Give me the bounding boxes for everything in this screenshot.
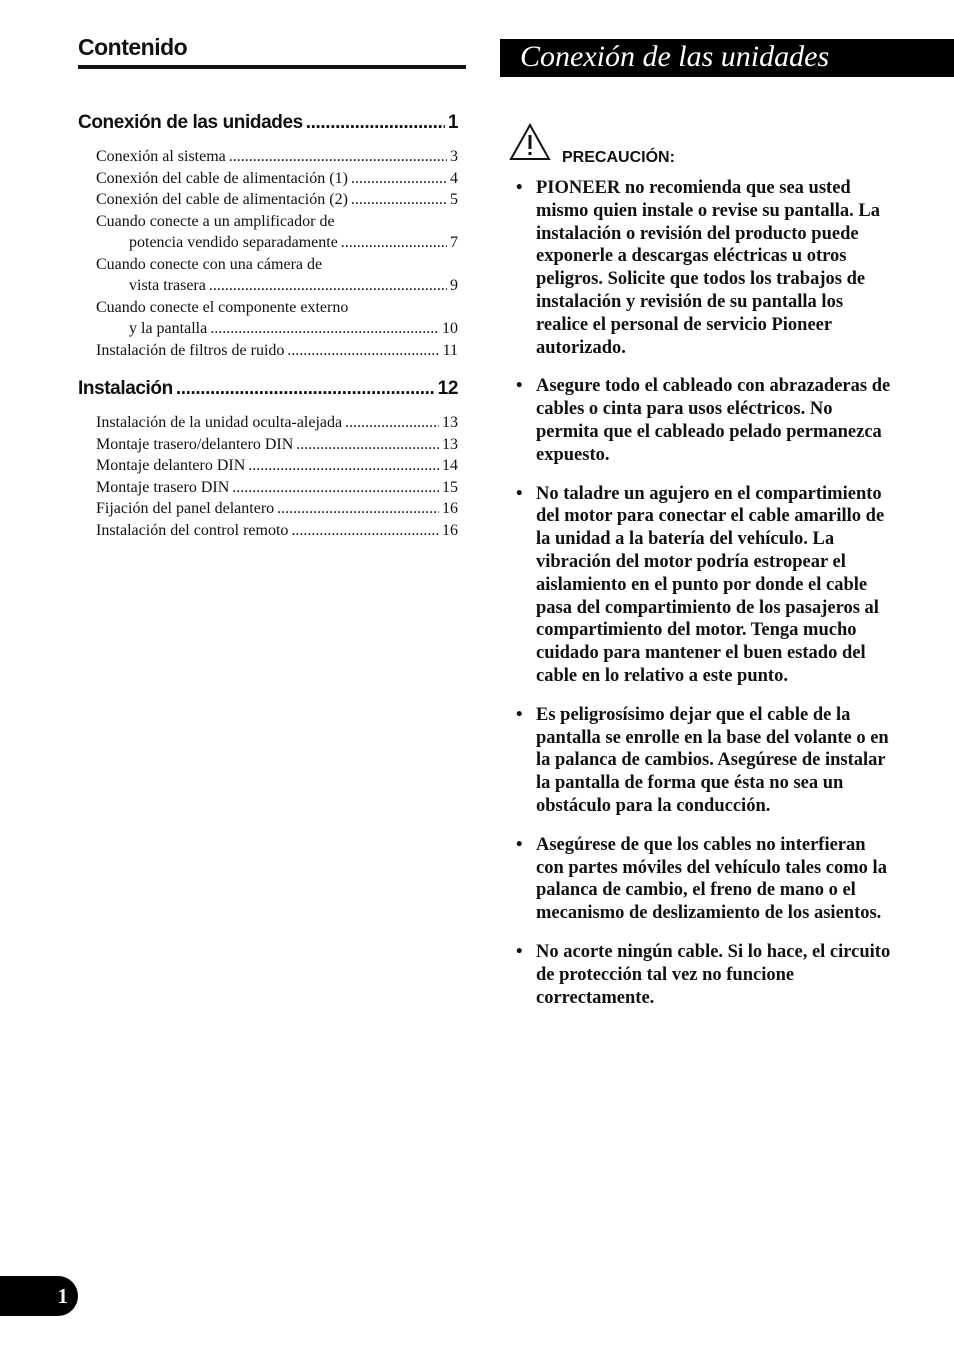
toc-entry-text: Montaje trasero DIN [96,478,230,496]
toc-leader-dots [306,112,445,134]
caution-item [516,941,896,1009]
toc-entry-page: 7 [450,234,458,251]
toc-entry[interactable] [96,189,458,211]
toc-leader-dots [341,232,447,254]
toc-entry[interactable] [96,146,458,168]
banner-title: Conexión de las unidades [520,40,830,73]
toc-section-page: 12 [437,378,458,399]
toc-entry-text: y la pantalla [129,320,208,337]
toc-entry-page: 11 [442,341,458,359]
toc-entry-text: Conexión al sistema [96,148,226,165]
caution-list [516,177,896,1025]
toc-leader-dots [277,498,439,520]
toc-entry-text: Conexión del cable de alimentación (2) [96,191,348,208]
toc-entry-text: Instalación del control remoto [96,521,289,539]
toc-entry-text: Montaje delantero DIN [96,457,246,474]
section-banner [500,39,954,77]
toc-section-title: Conexión de las unidades [78,112,303,133]
caution-item-text: Es peligrosísimo dejar que el cable de la pantalla se enrolle en la base del volante o en la palanca de cambios. Asegúrese de instalar la pantalla de forma que ésta no sea un obstáculo para la conducción. [536,704,889,816]
toc-entry [96,211,458,233]
bullet-marker: • [516,704,523,725]
contents-divider [78,65,466,69]
bullet-marker: • [516,834,523,855]
toc-entry-page: 4 [450,169,458,187]
toc-entry[interactable] [96,412,458,434]
caution-item-text: PIONEER no recomienda que sea usted mismo quien instale o revise su pantalla. La instalación o revisión del producto puede exponerle a descargas eléctricas u otros peligros. Solicite que todos los trabajos de instalación y revisión de su pantalla los realice el personal de servicio Pioneer autorizado. [536,178,881,358]
toc-entry[interactable] [96,232,458,254]
toc-entry-text: Instalación de la unidad oculta-alejada [96,414,343,431]
toc-section-instalacion [78,378,458,541]
toc-entry-text: Fijación del panel delantero [96,500,275,517]
toc-entry-list [96,146,458,361]
caution-item-text: Asegúrese de que los cables no interfieran con partes móviles del vehículo tales como la palanca de cambio, el freno de mano o el mecanismo de deslizamiento de los asientos. [536,834,887,924]
toc-entry-text: potencia vendido separadamente [129,234,338,251]
toc-entry-text: Cuando conecte a un amplificador de [96,212,335,230]
toc-entry-page: 16 [442,500,458,517]
toc-leader-dots [351,189,447,211]
warning-triangle-icon [508,122,552,162]
bullet-marker: • [516,941,523,962]
toc-entry[interactable] [96,168,458,190]
toc-section-page: 1 [447,112,458,133]
toc-entry[interactable] [96,318,458,340]
toc-leader-dots [209,275,447,297]
caution-item [516,375,896,466]
toc-leader-dots [345,412,439,434]
toc-section-heading[interactable] [78,112,458,138]
contents-header [78,28,466,69]
toc-entry-list [96,412,458,541]
toc-entry-page: 3 [450,148,458,165]
toc-entry[interactable] [96,340,458,362]
caution-label: PRECAUCIÓN: [562,149,675,166]
toc-entry-text: Instalación de filtros de ruido [96,341,285,359]
toc-entry[interactable] [96,275,458,297]
toc-entry[interactable] [96,498,458,520]
toc-entry[interactable] [96,434,458,456]
page-number: 1 [57,1284,68,1308]
toc-leader-dots [287,340,439,362]
toc-entry-page: 10 [442,320,458,337]
caution-item-text: No acorte ningún cable. Si lo hace, el circuito de protección tal vez no funcione correctamente. [536,941,891,1008]
toc-entry-text: Montaje trasero/delantero DIN [96,435,294,453]
bullet-marker: • [516,483,523,504]
toc-leader-dots [291,520,439,542]
caution-item [516,834,896,925]
toc-entry-page: 13 [442,435,458,453]
toc-entry-text: Cuando conecte el componente externo [96,298,349,316]
toc-section-conexion [78,112,458,361]
contents-title: Contenido [78,34,188,60]
caution-item-text: No taladre un agujero en el compartimiento del motor para conectar el cable amarillo de la unidad a la batería del vehículo. La vibración del motor podría estropear el aislamiento en el punto por donde el cable pasa del compartimiento de los pasajeros al compartimiento del motor. Tenga mucho cuidado para mantener el buen estado del cable en lo relativo a este punto. [536,483,885,686]
toc-entry-page: 13 [442,414,458,431]
toc-leader-dots [232,477,439,499]
toc-leader-dots [351,168,447,190]
toc-entry [96,254,458,276]
toc-leader-dots [248,455,439,477]
toc-entry-page: 16 [442,521,458,539]
bullet-marker: • [516,178,523,198]
toc-entry-text: Conexión del cable de alimentación (1) [96,169,348,187]
caution-item-text: Asegure todo el cableado con abrazaderas de cables o cinta para usos eléctricos. No permita que el cableado pelado permanezca expuesto. [536,376,891,465]
toc-entry [96,297,458,319]
toc-entry-text: Cuando conecte con una cámera de [96,255,323,273]
toc-entry-page: 14 [442,457,458,474]
toc-leader-dots [176,378,435,400]
toc-entry-page: 15 [442,478,458,496]
toc-section-heading[interactable] [78,378,458,404]
toc-leader-dots [210,318,439,340]
page-number-tab [0,1276,78,1316]
bullet-marker: • [516,376,523,397]
toc-section-title: Instalación [78,378,173,399]
toc-entry[interactable] [96,455,458,477]
toc-leader-dots [229,146,447,168]
caution-item [516,704,896,818]
toc-entry-text: vista trasera [129,277,206,294]
toc-entry-page: 9 [450,277,458,294]
toc-entry[interactable] [96,477,458,499]
caution-header [508,122,675,166]
toc-entry-page: 5 [450,191,458,208]
caution-item [516,483,896,688]
caution-item [516,177,896,359]
toc-entry[interactable] [96,520,458,542]
toc-leader-dots [296,434,439,456]
